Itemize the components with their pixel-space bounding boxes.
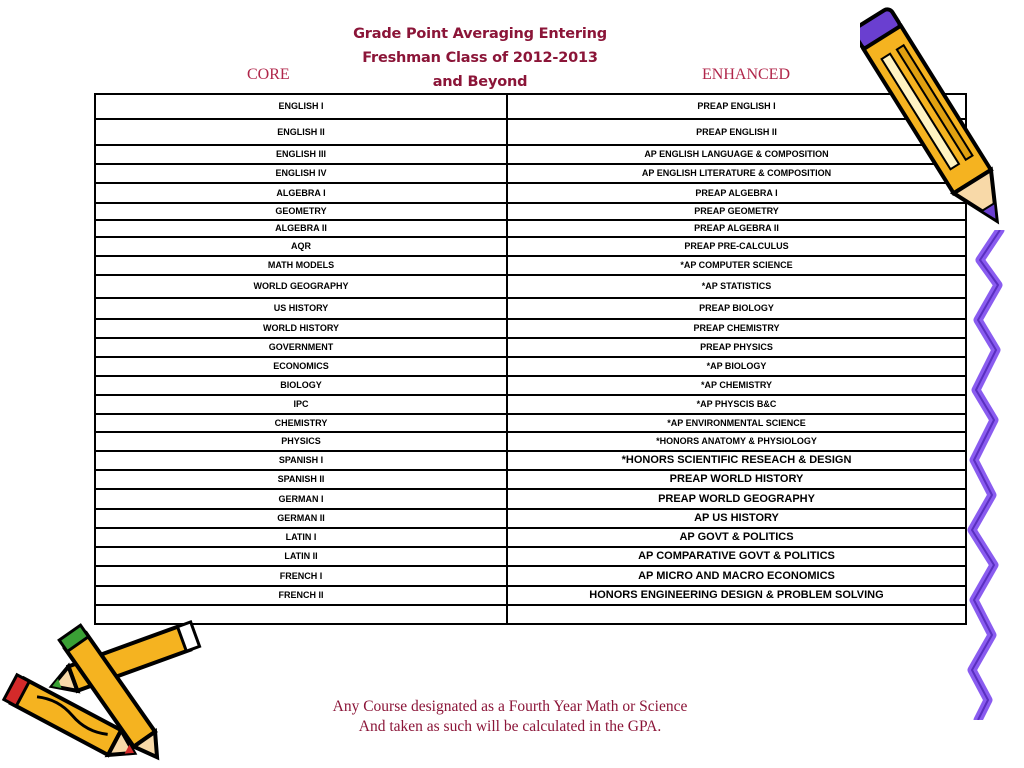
table-row [95,586,966,605]
enhanced-course-cell: PREAP ENGLISH I [507,94,966,119]
enhanced-course-cell: AP GOVT & POLITICS [507,528,966,547]
table-row [95,395,966,414]
enhanced-course-cell: AP COMPARATIVE GOVT & POLITICS [507,547,966,566]
table-row [95,145,966,164]
enhanced-course-cell: AP US HISTORY [507,509,966,528]
enhanced-course-cell [507,605,966,624]
enhanced-course-cell: *HONORS SCIENTIFIC RESEACH & DESIGN [507,451,966,470]
title-line-2: Freshman Class of 2012-2013 [362,50,598,66]
course-table [94,93,967,625]
table-row [95,298,966,319]
table-row [95,432,966,451]
title-line-1: Grade Point Averaging Entering [353,26,607,42]
core-course-cell: GOVERNMENT [95,338,507,357]
table-row [95,319,966,338]
core-course-cell: GEOMETRY [95,203,507,220]
enhanced-course-cell: *AP STATISTICS [507,275,966,298]
enhanced-course-cell: PREAP ENGLISH II [507,119,966,145]
core-course-cell: WORLD HISTORY [95,319,507,338]
table-row [95,94,966,119]
enhanced-course-cell: PREAP PHYSICS [507,338,966,357]
purple-squiggle-ribbon [960,230,1020,720]
table-row [95,203,966,220]
enhanced-course-cell: *AP ENVIRONMENTAL SCIENCE [507,414,966,432]
core-course-cell: ENGLISH III [95,145,507,164]
enhanced-course-cell: *AP BIOLOGY [507,357,966,376]
pencil-icon [860,0,1010,245]
core-course-cell: WORLD GEOGRAPHY [95,275,507,298]
enhanced-course-cell: PREAP WORLD GEOGRAPHY [507,489,966,509]
enhanced-course-cell: PREAP BIOLOGY [507,298,966,319]
enhanced-course-cell: AP MICRO AND MACRO ECONOMICS [507,566,966,586]
table-row [95,275,966,298]
crayon-pencils-icon [0,615,210,765]
core-course-cell: SPANISH II [95,470,507,489]
core-course-cell: GERMAN II [95,509,507,528]
core-course-cell: US HISTORY [95,298,507,319]
enhanced-course-cell: *AP PHYSCIS B&C [507,395,966,414]
core-course-cell: FRENCH I [95,566,507,586]
enhanced-course-cell: *HONORS ANATOMY & PHYSIOLOGY [507,432,966,451]
table-row [95,509,966,528]
core-course-cell: IPC [95,395,507,414]
core-course-cell: ECONOMICS [95,357,507,376]
table-row [95,414,966,432]
enhanced-course-cell: HONORS ENGINEERING DESIGN & PROBLEM SOLVING [507,586,966,605]
table-row [95,528,966,547]
footer-note-line-2: And taken as such will be calculated in the GPA. [358,718,662,735]
table-row [95,220,966,237]
core-course-cell: SPANISH I [95,451,507,470]
table-row [95,183,966,203]
core-column-header: CORE [247,66,290,83]
enhanced-course-cell: AP ENGLISH LANGUAGE & COMPOSITION [507,145,966,164]
enhanced-column-header: ENHANCED [702,66,790,83]
core-course-cell: ALGEBRA II [95,220,507,237]
enhanced-course-cell: PREAP GEOMETRY [507,203,966,220]
table-row [95,489,966,509]
enhanced-course-cell: PREAP ALGEBRA I [507,183,966,203]
table-row [95,451,966,470]
table-row [95,470,966,489]
core-course-cell: AQR [95,237,507,256]
core-course-cell: LATIN II [95,547,507,566]
core-course-cell: ALGEBRA I [95,183,507,203]
core-course-cell: GERMAN I [95,489,507,509]
core-course-cell: PHYSICS [95,432,507,451]
enhanced-course-cell: PREAP ALGEBRA II [507,220,966,237]
table-row [95,376,966,395]
table-row [95,164,966,183]
enhanced-course-cell: PREAP PRE-CALCULUS [507,237,966,256]
core-course-cell: LATIN I [95,528,507,547]
core-course-cell: ENGLISH II [95,119,507,145]
enhanced-course-cell: PREAP CHEMISTRY [507,319,966,338]
core-course-cell: FRENCH II [95,586,507,605]
footer-note-line-1: Any Course designated as a Fourth Year Math or Science [332,698,688,715]
table-row [95,338,966,357]
table-row [95,566,966,586]
enhanced-course-cell: AP ENGLISH LITERATURE & COMPOSITION [507,164,966,183]
core-course-cell: BIOLOGY [95,376,507,395]
table-row [95,256,966,275]
enhanced-course-cell: PREAP WORLD HISTORY [507,470,966,489]
table-row [95,237,966,256]
core-course-cell: CHEMISTRY [95,414,507,432]
table-row [95,605,966,624]
title-line-3: and Beyond [432,74,528,90]
course-table-body [95,94,966,624]
core-course-cell: ENGLISH IV [95,164,507,183]
enhanced-course-cell: *AP COMPUTER SCIENCE [507,256,966,275]
table-row [95,357,966,376]
table-row [95,119,966,145]
table-row [95,547,966,566]
core-course-cell: ENGLISH I [95,94,507,119]
enhanced-course-cell: *AP CHEMISTRY [507,376,966,395]
core-course-cell: MATH MODELS [95,256,507,275]
